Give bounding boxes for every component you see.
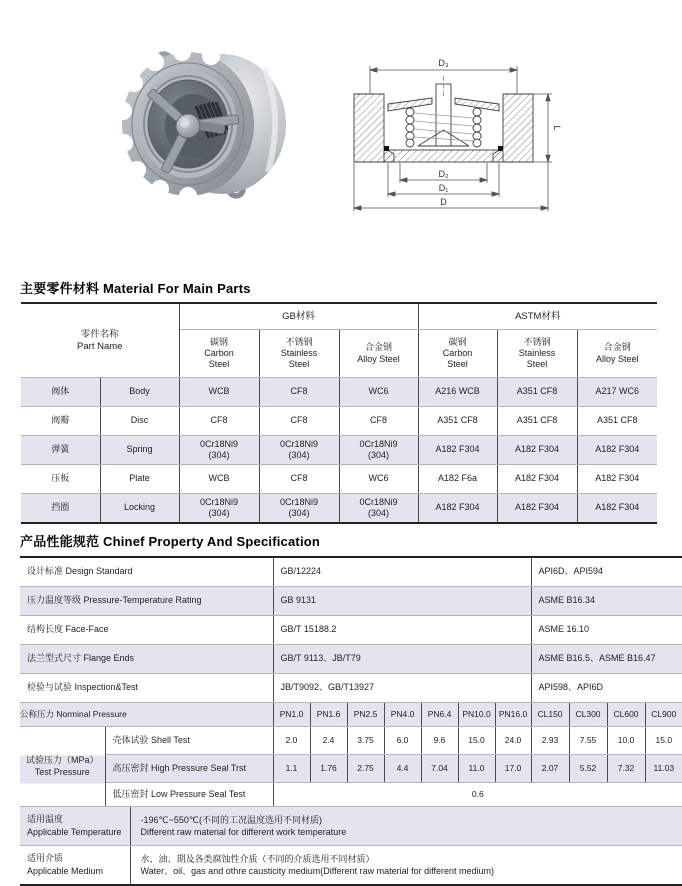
- cell: 0Cr18Ni9 (304): [179, 494, 259, 524]
- table-row: [20, 616, 682, 645]
- col-en: Stainless Steel: [518, 347, 556, 370]
- cell: CF8: [259, 378, 339, 407]
- col-en: Alloy Steel: [595, 353, 639, 364]
- shell-test-row: [20, 727, 682, 755]
- cell: A351 CF8: [497, 407, 577, 436]
- medium-description: [130, 846, 682, 886]
- materials-table: [21, 302, 657, 524]
- test-pressure-label: [20, 727, 105, 807]
- part-zh: 阀瓣: [21, 407, 100, 436]
- col-zh: 合金钢: [603, 342, 631, 353]
- cell: A217 WC6: [577, 378, 657, 407]
- cell: 6.0: [384, 727, 421, 755]
- low-pressure-seal-row: [20, 783, 682, 807]
- cell: 0Cr18Ni9 (304): [339, 436, 418, 465]
- astm-group-header: ASTM材料: [418, 303, 657, 330]
- gb-value: GB 9131: [273, 587, 531, 616]
- dim-label-d: D: [440, 197, 447, 207]
- nominal-pressure-row: [20, 703, 682, 727]
- part-zh: 压板: [21, 465, 100, 494]
- cell: PN2.5: [347, 703, 384, 727]
- table-row: [20, 645, 682, 674]
- row-label: [20, 807, 130, 846]
- part-zh: 弹簧: [21, 436, 100, 465]
- spec-table: [20, 556, 682, 886]
- valve-section-drawing: [340, 50, 575, 220]
- cell: 0Cr18Ni9 (304): [339, 494, 418, 524]
- row-label: 法兰型式尺寸 Flange Ends: [20, 645, 273, 674]
- table-row: [21, 465, 657, 494]
- medium-label-zh: 适用介质: [27, 852, 64, 863]
- row-label: [20, 846, 130, 886]
- cell: 5.52: [569, 755, 607, 783]
- table-row: [21, 407, 657, 436]
- medium-line1: 水、油、期及各类腐蚀性介质（不同的介质选用不同材质）: [140, 853, 375, 864]
- cell: A182 F304: [497, 465, 577, 494]
- cell: 2.4: [310, 727, 347, 755]
- col-header: [259, 330, 339, 378]
- table-row: [21, 436, 657, 465]
- cell: PN10.0: [458, 703, 495, 727]
- cell: A182 F304: [577, 465, 657, 494]
- cell: 2.93: [531, 727, 569, 755]
- cell: 1.76: [310, 755, 347, 783]
- cell: 0Cr18Ni9 (304): [179, 436, 259, 465]
- test-pressure-zh: 试验压力（MPa）: [25, 755, 99, 766]
- table-row: [21, 494, 657, 524]
- cell: A182 F304: [497, 436, 577, 465]
- cell: A216 WCB: [418, 378, 497, 407]
- cell: PN16.0: [495, 703, 531, 727]
- applicable-temperature-row: [20, 807, 682, 846]
- row-label: 壳体试验 Shell Test: [105, 727, 273, 755]
- col-header: [497, 330, 577, 378]
- gb-value: JB/T9092、GB/T13927: [273, 674, 531, 703]
- col-header: [418, 330, 497, 378]
- row-label: 压力温度等级 Pressure-Temperature Rating: [20, 587, 273, 616]
- cell: 0Cr18Ni9 (304): [259, 436, 339, 465]
- dim-label-d2: D₂: [438, 169, 449, 179]
- cell: 7.04: [421, 755, 458, 783]
- cell: 0Cr18Ni9 (304): [259, 494, 339, 524]
- cell: CF8: [259, 465, 339, 494]
- cell: 2.07: [531, 755, 569, 783]
- cell: A182 F304: [418, 436, 497, 465]
- cell: 1.1: [273, 755, 310, 783]
- row-label: 公称压力 Norminal Pressure: [20, 703, 273, 727]
- cell: 24.0: [495, 727, 531, 755]
- dim-label-d3: D₃: [438, 58, 449, 68]
- col-en: Carbon Steel: [442, 347, 473, 370]
- cell: 2.0: [273, 727, 310, 755]
- part-zh: 阀体: [21, 378, 100, 407]
- part-name-header: [21, 303, 179, 378]
- row-label: 低压密封 Low Pressure Seal Test: [105, 783, 273, 807]
- cell: PN1.0: [273, 703, 310, 727]
- row-label: 高压密封 High Pressure Seal Trst: [105, 755, 273, 783]
- row-label: 检验与试验 Inspection&Test: [20, 674, 273, 703]
- cell: 10.0: [607, 727, 645, 755]
- temp-label-zh: 适用温度: [27, 813, 64, 824]
- col-header: [339, 330, 418, 378]
- part-en: Plate: [100, 465, 179, 494]
- cell: 0.6: [273, 783, 682, 807]
- part-zh: 挡圈: [21, 494, 100, 524]
- part-en: Spring: [100, 436, 179, 465]
- table-row: [20, 674, 682, 703]
- cell: 4.4: [384, 755, 421, 783]
- part-en: Locking: [100, 494, 179, 524]
- cell: A351 CF8: [577, 407, 657, 436]
- medium-line2: Water、oil、gas and othre causticity medium(Different raw material for different medium): [140, 866, 494, 876]
- col-header: [179, 330, 259, 378]
- cell: CL150: [531, 703, 569, 727]
- cell: 17.0: [495, 755, 531, 783]
- temp-line2: Different raw material for different work temperature: [140, 827, 347, 837]
- cell: WCB: [179, 465, 259, 494]
- applicable-medium-row: [20, 846, 682, 886]
- table-row: [21, 378, 657, 407]
- row-label: 结构长度 Face-Face: [20, 616, 273, 645]
- part-en: Body: [100, 378, 179, 407]
- medium-label-en: Applicable Medium: [27, 866, 104, 876]
- materials-group-header-row: [21, 303, 657, 330]
- part-name-en: Part Name: [77, 340, 123, 352]
- astm-value: API6D、API594: [531, 557, 682, 587]
- col-zh: 不锈钢: [523, 336, 551, 347]
- temp-line1: -196℃~550℃(不同的工况温度选用不同材质): [140, 814, 322, 825]
- astm-value: API598、API6D: [531, 674, 682, 703]
- cell: PN1.6: [310, 703, 347, 727]
- cell: 9.6: [421, 727, 458, 755]
- cell: 7.55: [569, 727, 607, 755]
- cell: 11.03: [645, 755, 682, 783]
- cell: 2.75: [347, 755, 384, 783]
- cell: WC6: [339, 465, 418, 494]
- cell: PN6.4: [421, 703, 458, 727]
- cell: 3.75: [347, 727, 384, 755]
- gb-value: GB/12224: [273, 557, 531, 587]
- gb-value: GB/T 15188.2: [273, 616, 531, 645]
- dim-label-l: L: [552, 125, 562, 131]
- col-en: Stainless Steel: [280, 347, 318, 370]
- col-en: Alloy Steel: [357, 353, 400, 364]
- part-name-zh: 零件名称: [80, 328, 119, 340]
- temp-description: [130, 807, 682, 846]
- table-row: [20, 557, 682, 587]
- cell: CF8: [259, 407, 339, 436]
- valve-photo: [112, 42, 294, 208]
- cell: WCB: [179, 378, 259, 407]
- cell: A182 F304: [577, 494, 657, 524]
- astm-value: ASME B16.5、ASME B16.47: [531, 645, 682, 674]
- spec-section-title: 产品性能规范 Chinef Property And Specification: [20, 534, 321, 549]
- cell: CL600: [607, 703, 645, 727]
- col-zh: 碳钢: [448, 336, 467, 347]
- cell: 7.32: [607, 755, 645, 783]
- cell: 15.0: [645, 727, 682, 755]
- seal-right: [498, 146, 503, 151]
- high-pressure-seal-row: [20, 755, 682, 783]
- cell: A182 F6a: [418, 465, 497, 494]
- col-zh: 合金钢: [364, 342, 392, 353]
- cell: CF8: [179, 407, 259, 436]
- temp-label-en: Applicable Temperature: [27, 827, 122, 837]
- cell: PN4.0: [384, 703, 421, 727]
- astm-value: ASME B16.34: [531, 587, 682, 616]
- col-zh: 不锈钢: [285, 336, 313, 347]
- cell: A182 F304: [577, 436, 657, 465]
- col-zh: 碳钢: [209, 336, 228, 347]
- cell: WC6: [339, 378, 418, 407]
- part-en: Disc: [100, 407, 179, 436]
- cell: 11.0: [458, 755, 495, 783]
- cell: A351 CF8: [497, 378, 577, 407]
- valve-hub: [176, 114, 200, 138]
- cell: A182 F304: [497, 494, 577, 524]
- cell: 15.0: [458, 727, 495, 755]
- col-en: Carbon Steel: [204, 347, 234, 370]
- cell: CL300: [569, 703, 607, 727]
- astm-value: ASME 16.10: [531, 616, 682, 645]
- cell: A351 CF8: [418, 407, 497, 436]
- cell: CL900: [645, 703, 682, 727]
- table-row: [20, 587, 682, 616]
- cell: CF8: [339, 407, 418, 436]
- materials-section-title: 主要零件材料 Material For Main Parts: [20, 281, 251, 296]
- row-label: 设计标准 Design Standard: [20, 557, 273, 587]
- seal-left: [384, 146, 389, 151]
- gb-value: GB/T 9113、JB/T79: [273, 645, 531, 674]
- test-pressure-en: Test Pressure: [34, 766, 90, 777]
- dim-label-d1: D₁: [438, 183, 449, 193]
- gb-group-header: GB材料: [179, 303, 418, 330]
- col-header: [577, 330, 657, 378]
- cell: A182 F304: [418, 494, 497, 524]
